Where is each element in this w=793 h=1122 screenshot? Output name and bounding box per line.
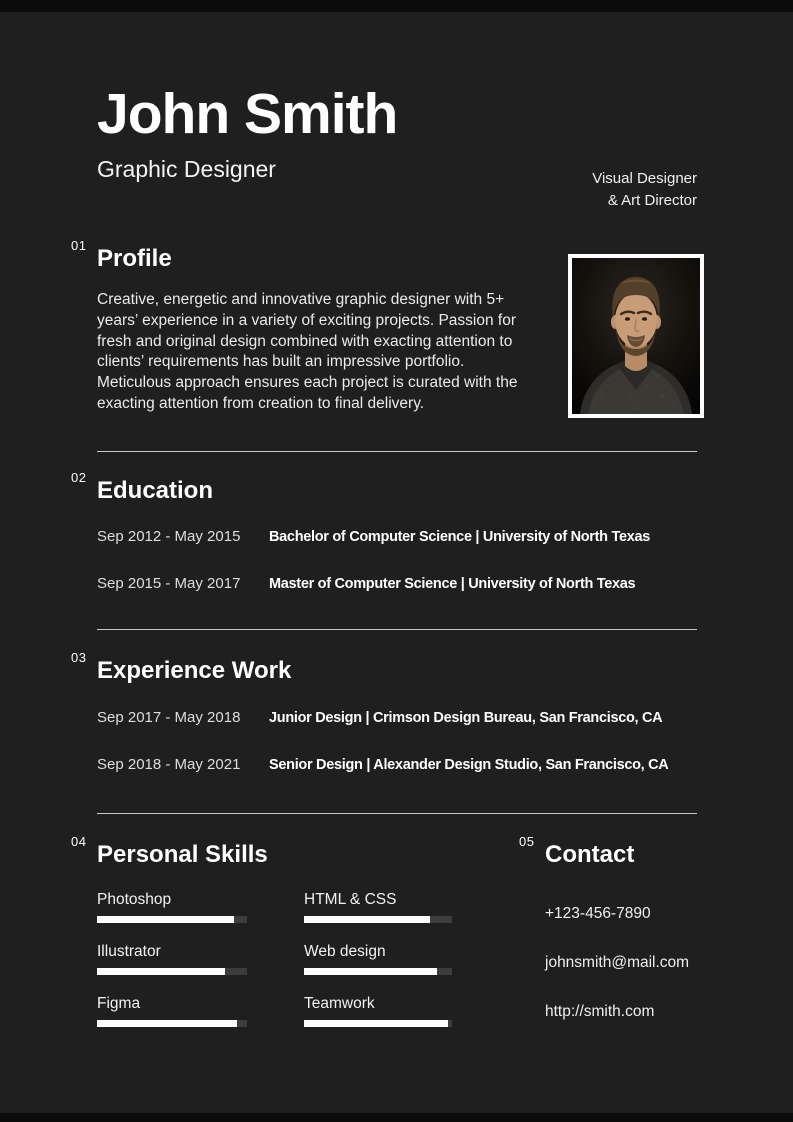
skill-bar-fill (97, 1020, 237, 1027)
divider-3 (97, 813, 697, 814)
divider-2 (97, 629, 697, 630)
skill-label: Web design (304, 942, 386, 960)
eye (625, 317, 630, 321)
experience-description: Senior Design | Alexander Design Studio, San Francisco, CA (269, 756, 669, 773)
experience-row (97, 709, 697, 726)
skill-item (97, 943, 247, 975)
section-education (71, 469, 697, 592)
portrait-illustration (572, 258, 700, 414)
skills-column-left (97, 891, 247, 1047)
tagline-line-1: Visual Designer (592, 170, 697, 187)
education-dates: Sep 2012 - May 2015 (97, 527, 241, 545)
person-name: John Smith (97, 82, 398, 146)
skill-label: HTML & CSS (304, 890, 397, 908)
skill-item (304, 891, 452, 923)
bottom-columns (71, 833, 697, 1047)
header (97, 82, 697, 209)
experience-heading (71, 649, 697, 685)
experience-row (97, 756, 697, 773)
section-experience (71, 649, 697, 773)
profile-photo (568, 254, 704, 418)
section-number-05: 05 (519, 833, 535, 849)
tagline (592, 168, 697, 211)
education-description: Bachelor of Computer Science | University of North Texas (269, 528, 651, 545)
skill-bar-track (97, 1020, 247, 1027)
bottom-edge-bar (0, 1113, 793, 1122)
section-personal-skills (71, 833, 452, 1047)
tagline-line-2: & Art Director (607, 191, 697, 209)
skill-item (97, 995, 247, 1027)
education-heading-label: Education (97, 476, 214, 504)
skill-bar-track (304, 916, 452, 923)
skills-column-right (304, 891, 452, 1047)
skill-bar-fill (97, 916, 234, 923)
education-description: Master of Computer Science | University of North Texas (269, 575, 636, 592)
contact-phone: +123-456-7890 (545, 904, 651, 922)
skill-label: Teamwork (304, 994, 375, 1012)
divider-1 (97, 451, 697, 452)
experience-dates: Sep 2018 - May 2021 (97, 755, 241, 773)
education-row (97, 528, 697, 545)
skill-bar-track (304, 968, 452, 975)
contact-website: http://smith.com (545, 1002, 655, 1020)
contact-heading (519, 833, 697, 869)
section-number-04: 04 (71, 833, 87, 849)
section-number-01: 01 (71, 238, 87, 253)
education-row (97, 575, 697, 592)
resume-content (71, 0, 697, 1047)
experience-heading-label: Experience Work (97, 656, 292, 684)
skill-bar-fill (304, 1020, 448, 1027)
section-contact (519, 833, 697, 1047)
section-number-03: 03 (71, 649, 87, 665)
skill-bar-track (304, 1020, 452, 1027)
skill-bar-fill (304, 916, 430, 923)
skill-bar-track (97, 916, 247, 923)
section-number-02: 02 (71, 469, 87, 485)
skill-bar-track (97, 968, 247, 975)
education-heading (71, 469, 697, 505)
skill-bar-fill (304, 968, 437, 975)
person-role: Graphic Designer (97, 156, 276, 182)
skill-label: Photoshop (97, 890, 172, 908)
contact-heading-label: Contact (545, 840, 635, 868)
experience-description: Junior Design | Crimson Design Bureau, San Francisco, CA (269, 709, 663, 726)
experience-dates: Sep 2017 - May 2018 (97, 708, 241, 726)
skills-heading (71, 833, 452, 869)
skill-label: Figma (97, 994, 141, 1012)
skill-label: Illustrator (97, 942, 161, 960)
profile-heading-label: Profile (97, 245, 172, 272)
profile-summary-text: Creative, energetic and innovative graphic designer with 5+ years’ experience in a variety of exciting projects. Passion for fresh and original design combined with exacting attention to clients’ requirements has built an impressive portfolio. Meticulous approach ensures each project is curated with the exacting attention from creation to final delivery. (97, 291, 518, 412)
education-dates: Sep 2015 - May 2017 (97, 574, 241, 592)
skills-heading-label: Personal Skills (97, 840, 268, 868)
skill-item (97, 891, 247, 923)
eye (642, 317, 647, 321)
contact-email: johnsmith@mail.com (545, 953, 690, 971)
skill-item (304, 995, 452, 1027)
skill-bar-fill (97, 968, 225, 975)
skills-grid (97, 891, 452, 1047)
skill-item (304, 943, 452, 975)
